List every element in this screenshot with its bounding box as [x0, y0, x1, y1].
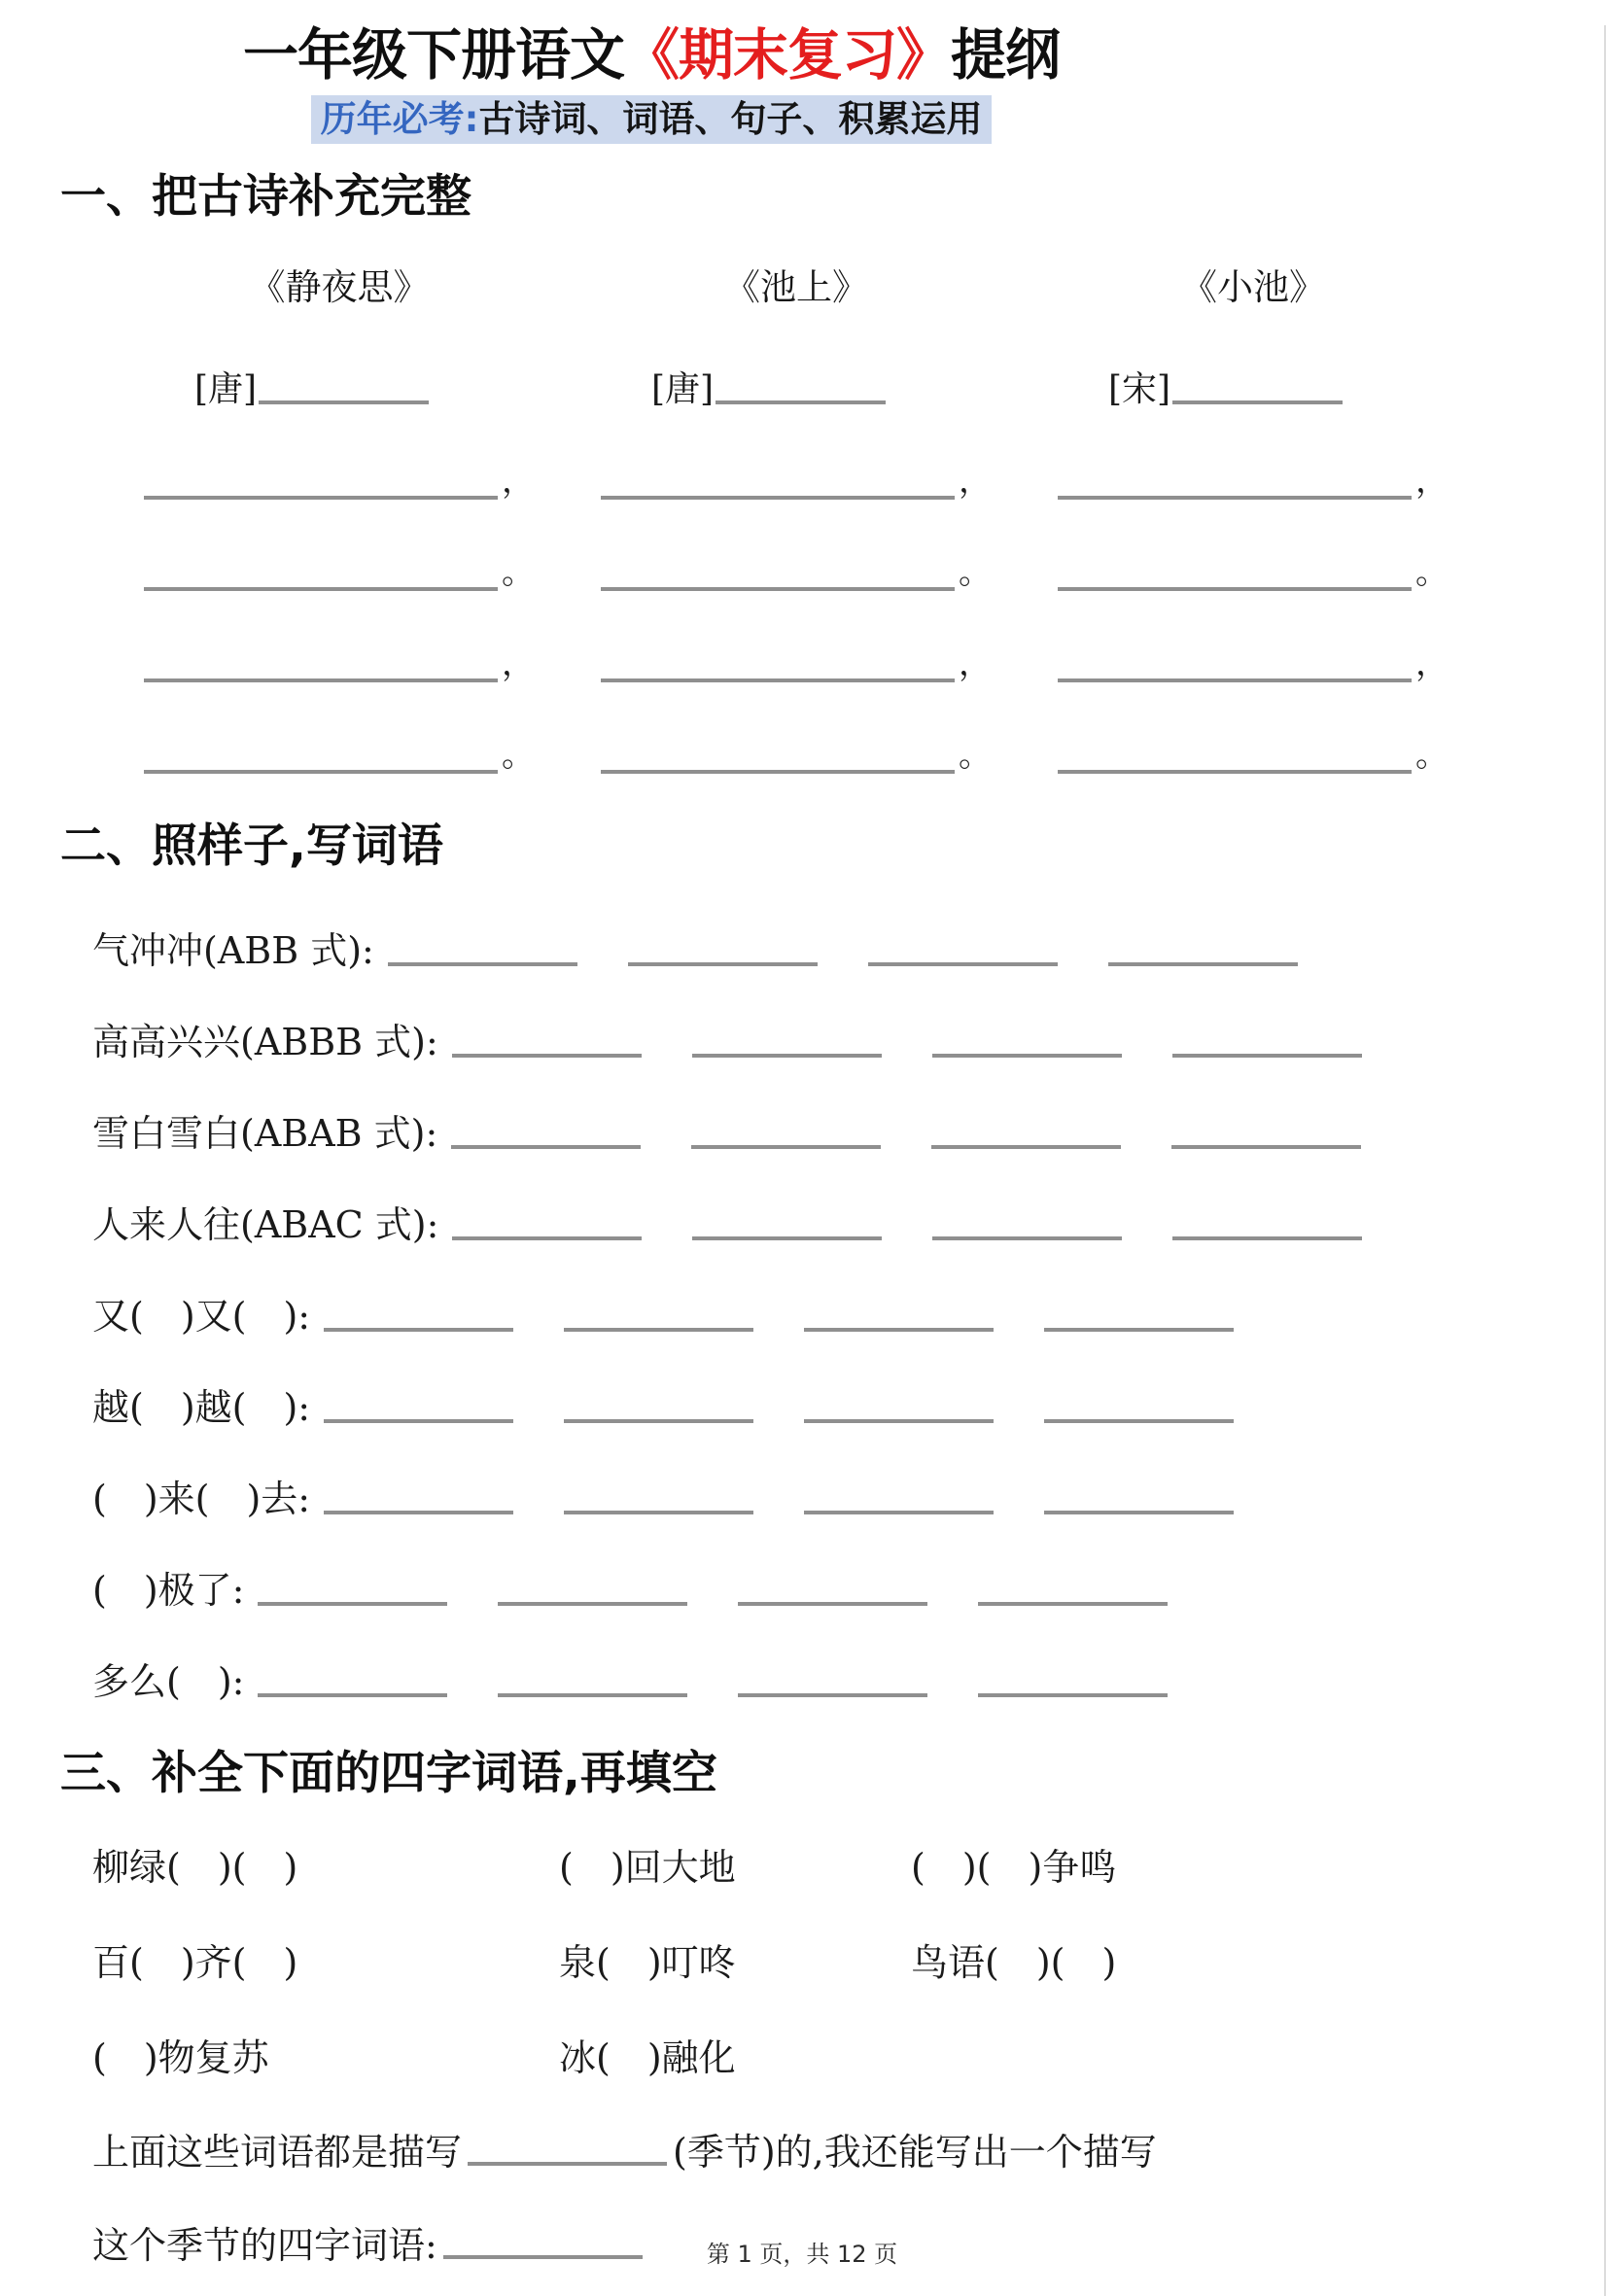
- answer-blank: [738, 1693, 927, 1697]
- answer-blank: [1058, 496, 1412, 500]
- poem-line: [1058, 645, 1449, 682]
- subtitle: [0, 96, 1303, 142]
- dynasty-label: [唐]: [651, 369, 715, 410]
- answer-blank: [1172, 1236, 1362, 1240]
- subtitle-highlight-band: [311, 95, 993, 144]
- answer-blank: [1108, 962, 1298, 966]
- pattern-label: 气冲冲(ABB 式):: [92, 929, 374, 973]
- line-punctuation: ，: [1415, 644, 1449, 683]
- line-punctuation: ，: [959, 461, 992, 501]
- poem-line: [601, 645, 992, 682]
- answer-blank: [691, 1145, 881, 1149]
- word-pattern-list: [0, 885, 1604, 1707]
- poem-line: [144, 463, 535, 500]
- answer-blank: [804, 1419, 994, 1423]
- four-char-item: 泉( )叮咚: [559, 1940, 736, 1984]
- line-punctuation: 。: [1415, 552, 1449, 592]
- four-char-row: [92, 2006, 1604, 2102]
- answer-blank: [144, 587, 498, 591]
- page-number: 第 1 页，共 12 页: [706, 2241, 898, 2268]
- pattern-label: ( )极了:: [92, 1569, 245, 1613]
- answer-blank: [144, 678, 498, 682]
- author-blank: [716, 400, 886, 404]
- four-char-item: ( )( )争鸣: [911, 1845, 1117, 1889]
- answer-blank: [452, 1054, 642, 1058]
- title-outline: 提纲: [951, 23, 1060, 87]
- answer-blank: [804, 1328, 994, 1332]
- poem-title: 《静夜思》: [249, 265, 430, 308]
- worksheet-page: [0, 25, 1606, 2296]
- answer-blank: [601, 587, 955, 591]
- pattern-row-abb: [92, 885, 1604, 976]
- four-char-item: 百( )齐( ): [92, 1940, 298, 1984]
- line-punctuation: 。: [502, 735, 535, 775]
- subtitle-topics: 古诗词、词语、句子、积累运用: [478, 96, 983, 140]
- pattern-label: 人来人往(ABAC 式):: [92, 1203, 439, 1247]
- author-blank: [1172, 400, 1343, 404]
- title-grade-subject: 一年级下册语文: [243, 23, 624, 87]
- answer-blank: [1044, 1419, 1234, 1423]
- four-char-item: 柳绿( )( ): [92, 1845, 298, 1889]
- answer-blank: [738, 1602, 927, 1606]
- subtitle-lead: 历年必考:: [320, 97, 479, 140]
- answer-blank: [1171, 1145, 1361, 1149]
- title-exam-review: 《期末复习》: [624, 23, 951, 87]
- sentence-text: 上面这些词语都是描写: [92, 2130, 463, 2174]
- answer-blank: [601, 770, 955, 774]
- pattern-label: 多么( ):: [92, 1660, 245, 1704]
- line-punctuation: ，: [502, 644, 535, 683]
- pattern-row-abac: [92, 1159, 1604, 1250]
- answer-blank: [1044, 1511, 1234, 1514]
- answer-blank: [601, 496, 955, 500]
- poem-title: 《小池》: [1181, 265, 1325, 308]
- pattern-row-lai-qu: [92, 1433, 1604, 1524]
- poem-line: [1058, 463, 1449, 500]
- poem-column-jingyesi: [144, 262, 535, 774]
- poem-author-row: [601, 356, 992, 408]
- page-title: [0, 25, 1303, 87]
- pattern-label: 高高兴兴(ABBB 式):: [92, 1021, 438, 1064]
- answer-blank: [1058, 770, 1412, 774]
- answer-blank: [692, 1236, 882, 1240]
- answer-blank: [388, 962, 577, 966]
- answer-blank: [324, 1328, 513, 1332]
- pattern-row-abab: [92, 1067, 1604, 1159]
- answer-blank: [324, 1511, 513, 1514]
- answer-blank: [498, 1693, 687, 1697]
- dynasty-label: [唐]: [194, 369, 258, 410]
- four-char-word-list: [0, 1816, 1604, 2288]
- poem-line: [144, 737, 535, 774]
- answer-blank: [628, 962, 818, 966]
- pattern-label: 雪白雪白(ABAB 式):: [92, 1112, 438, 1156]
- pattern-row-yue-yue: [92, 1341, 1604, 1433]
- line-punctuation: ，: [1415, 461, 1449, 501]
- poem-line: [601, 737, 992, 774]
- answer-blank: [258, 1602, 447, 1606]
- answer-blank: [1058, 678, 1412, 682]
- line-punctuation: 。: [502, 552, 535, 592]
- poem-line: [144, 554, 535, 591]
- answer-blank: [1058, 587, 1412, 591]
- pattern-row-duome: [92, 1616, 1604, 1707]
- header: [0, 25, 1303, 142]
- answer-blank: [324, 1419, 513, 1423]
- answer-blank: [452, 1236, 642, 1240]
- pattern-row-abbb: [92, 976, 1604, 1067]
- answer-blank: [1172, 1054, 1362, 1058]
- answer-blank: [932, 1236, 1122, 1240]
- four-char-item: 鸟语( )( ): [911, 1940, 1117, 1984]
- answer-blank: [564, 1328, 753, 1332]
- four-char-item: ( )物复苏: [92, 2035, 269, 2079]
- four-char-item: 冰( )融化: [559, 2035, 736, 2079]
- author-blank: [259, 400, 429, 404]
- answer-blank: [258, 1693, 447, 1697]
- answer-blank: [804, 1511, 994, 1514]
- answer-blank: [932, 1054, 1122, 1058]
- poem-line: [601, 554, 992, 591]
- line-punctuation: ，: [959, 644, 992, 683]
- pattern-label: 越( )越( ):: [92, 1386, 311, 1430]
- answer-blank: [144, 496, 498, 500]
- answer-blank: [931, 1145, 1121, 1149]
- poem-title: 《池上》: [724, 265, 868, 308]
- season-fill-sentence: [92, 2102, 1604, 2195]
- poem-line: [1058, 737, 1449, 774]
- section-3-heading: 三、补全下面的四字词语,再填空: [60, 1747, 717, 1801]
- pattern-label: 又( )又( ):: [92, 1295, 311, 1339]
- pattern-row-you-you: [92, 1250, 1604, 1341]
- answer-blank: [498, 1602, 687, 1606]
- line-punctuation: 。: [1415, 735, 1449, 775]
- answer-blank: [692, 1054, 882, 1058]
- poem-line: [144, 645, 535, 682]
- poem-author-row: [1058, 356, 1449, 408]
- section-1-heading: 一、把古诗补充完整: [60, 169, 471, 224]
- answer-blank: [144, 770, 498, 774]
- answer-blank: [978, 1602, 1168, 1606]
- answer-blank: [564, 1511, 753, 1514]
- answer-blank: [564, 1419, 753, 1423]
- pattern-label: ( )来( )去:: [92, 1478, 311, 1521]
- pattern-row-ji-le: [92, 1524, 1604, 1616]
- poem-author-row: [144, 356, 535, 408]
- poem-column-chishang: [601, 262, 992, 774]
- four-char-item: ( )回大地: [559, 1845, 736, 1889]
- answer-blank: [978, 1693, 1168, 1697]
- line-punctuation: 。: [959, 552, 992, 592]
- four-char-row: [92, 1816, 1604, 1911]
- answer-blank: [451, 1145, 641, 1149]
- four-char-row: [92, 1911, 1604, 2006]
- dynasty-label: [宋]: [1108, 369, 1171, 410]
- line-punctuation: 。: [959, 735, 992, 775]
- answer-blank: [1044, 1328, 1234, 1332]
- answer-blank: [868, 962, 1058, 966]
- section-2-heading: 二、照样子,写词语: [60, 818, 443, 873]
- line-punctuation: ，: [502, 461, 535, 501]
- poems-grid: [144, 262, 1604, 774]
- poem-line: [1058, 554, 1449, 591]
- answer-blank: [468, 2162, 667, 2166]
- poem-line: [601, 463, 992, 500]
- answer-blank: [601, 678, 955, 682]
- sentence-text: 这个季节的四字词语:: [92, 2223, 437, 2267]
- sentence-text: (季节)的,我还能写出一个描写: [673, 2130, 1157, 2174]
- poem-column-xiaochi: [1058, 262, 1449, 774]
